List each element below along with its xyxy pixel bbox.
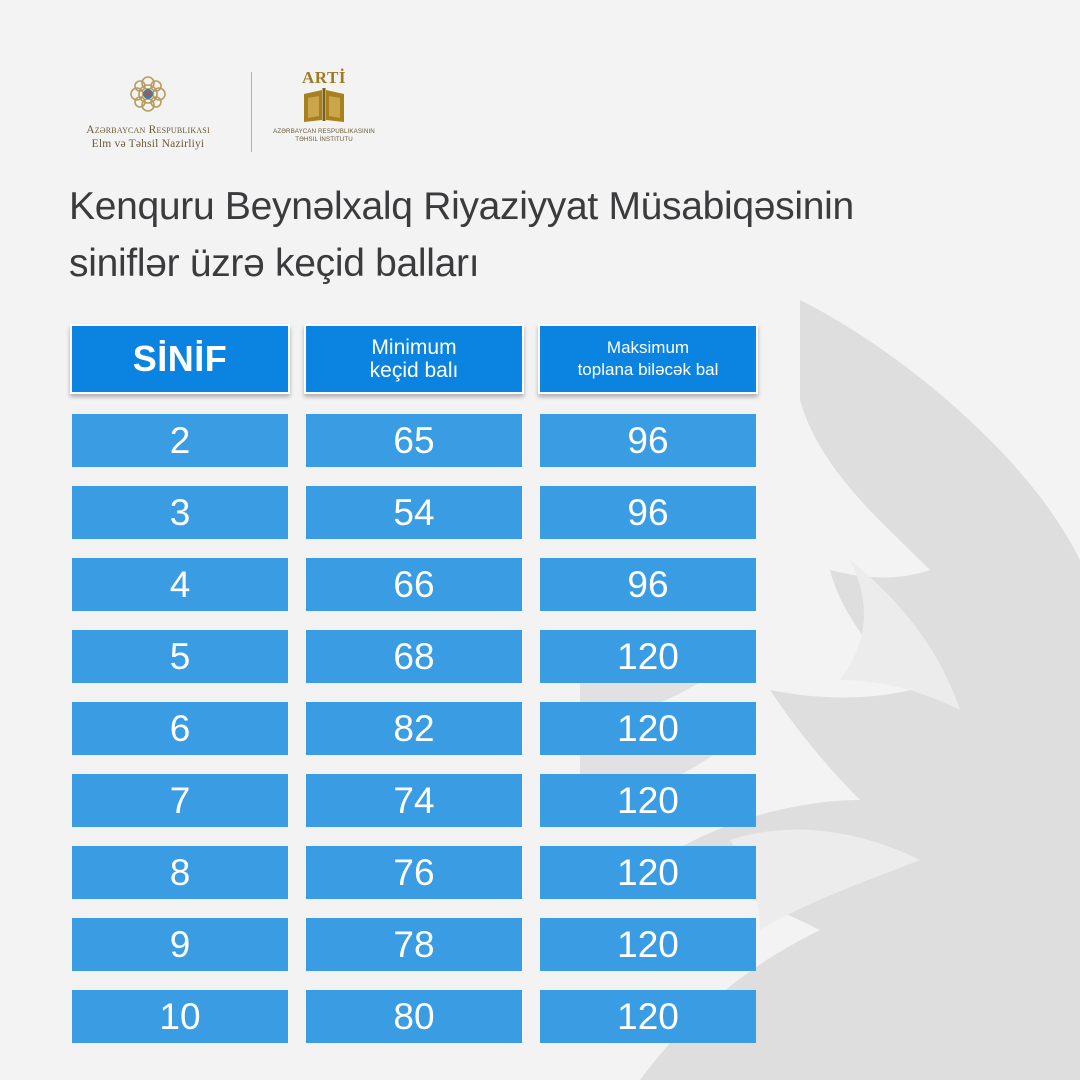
cell-min: 66 bbox=[306, 558, 522, 611]
title-line2: siniflər üzrə keçid balları bbox=[69, 242, 480, 285]
header-minimum bbox=[304, 324, 524, 394]
arti-wordmark: ARTİ bbox=[302, 68, 346, 87]
cell-sinif: 8 bbox=[72, 846, 288, 899]
ministry-name-line2: Elm və Təhsil Nazirliyi bbox=[91, 138, 205, 150]
cell-sinif: 4 bbox=[72, 558, 288, 611]
cell-max: 120 bbox=[540, 630, 756, 683]
cell-sinif: 7 bbox=[72, 774, 288, 827]
emblem-icon bbox=[124, 70, 172, 118]
cell-sinif: 2 bbox=[72, 414, 288, 467]
ministry-name-line1: Azərbaycan Respublikasi bbox=[86, 124, 210, 136]
table-row bbox=[0, 486, 760, 539]
arti-name-line1: AZƏRBAYCAN RESPUBLIKASININ bbox=[273, 128, 375, 135]
table-row bbox=[0, 774, 760, 827]
cell-max: 96 bbox=[540, 414, 756, 467]
logo-divider bbox=[251, 72, 252, 152]
cell-max: 120 bbox=[540, 702, 756, 755]
cell-max: 96 bbox=[540, 558, 756, 611]
header-sinif bbox=[70, 324, 290, 394]
table-row bbox=[0, 846, 760, 899]
cell-sinif: 10 bbox=[72, 990, 288, 1043]
header-maksimum bbox=[538, 324, 758, 394]
page-title bbox=[69, 178, 1029, 292]
cell-min: 80 bbox=[306, 990, 522, 1043]
cell-max: 120 bbox=[540, 918, 756, 971]
header-maksimum-line2: toplana biləcək bal bbox=[577, 360, 719, 379]
table-row bbox=[0, 630, 760, 683]
cell-max: 120 bbox=[540, 774, 756, 827]
cell-max: 120 bbox=[540, 846, 756, 899]
table-row bbox=[0, 702, 760, 755]
table-row bbox=[0, 990, 760, 1043]
cell-min: 76 bbox=[306, 846, 522, 899]
cell-max: 120 bbox=[540, 990, 756, 1043]
cell-sinif: 9 bbox=[72, 918, 288, 971]
cell-min: 74 bbox=[306, 774, 522, 827]
cell-sinif: 6 bbox=[72, 702, 288, 755]
arti-logo bbox=[274, 66, 374, 156]
cell-min: 78 bbox=[306, 918, 522, 971]
cell-sinif: 3 bbox=[72, 486, 288, 539]
cell-sinif: 5 bbox=[72, 630, 288, 683]
cell-min: 65 bbox=[306, 414, 522, 467]
cell-max: 96 bbox=[540, 486, 756, 539]
header-maksimum-line1: Maksimum bbox=[606, 338, 690, 357]
cell-min: 54 bbox=[306, 486, 522, 539]
header-minimum-line2: keçid balı bbox=[369, 359, 459, 382]
title-line1: Kenquru Beynəlxalq Riyaziyyat Müsabiqəsinin bbox=[69, 185, 854, 228]
arti-name-line2: TƏHSIL İNSTITUTU bbox=[295, 136, 353, 143]
cell-min: 68 bbox=[306, 630, 522, 683]
cell-min: 82 bbox=[306, 702, 522, 755]
table-row bbox=[0, 558, 760, 611]
header-minimum-line1: Minimum bbox=[371, 336, 457, 359]
header-sinif-label: SİNİF bbox=[132, 338, 228, 379]
table-row bbox=[0, 414, 760, 467]
book-icon bbox=[302, 86, 346, 124]
ministry-logo bbox=[68, 66, 228, 156]
table-row bbox=[0, 918, 760, 971]
